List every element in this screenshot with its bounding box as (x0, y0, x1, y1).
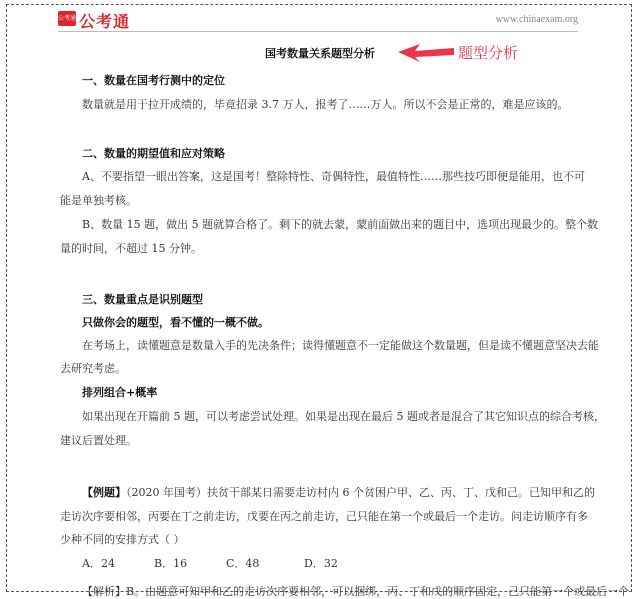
section-2-heading: 二、数量的期望值和应对策略 (82, 147, 225, 160)
option-c: C．48 (226, 557, 260, 570)
section-2-item-b-line1: B、数量 15 题，做出 5 题就算合格了。剩下的就去蒙，蒙前面做出来的题目中，选项出现最少的。整个数 (82, 218, 599, 231)
example-tag: 【例题】 (82, 486, 126, 499)
section-3-paragraph-1-line1: 在考场上，读懂题意是数量入手的先决条件；读得懂题意不一定能做这个数量题，但是读不懂题意坚决去能 (82, 339, 599, 352)
example-line3: 少种不同的安排方式（ ） (60, 533, 185, 546)
option-d: D．32 (304, 557, 338, 570)
section-3-bold-note: 只做你会的题型，看不懂的一概不做。 (82, 316, 269, 329)
arrow-left-icon (398, 42, 456, 64)
section-3-heading: 三、数量重点是识别题型 (82, 293, 203, 306)
logo-badge: 公考通 (58, 11, 76, 26)
section-3-paragraph-2-line2: 建议后置处理。 (60, 434, 137, 447)
document-title: 国考数量关系题型分析 (265, 47, 375, 60)
example-line1 (82, 484, 595, 500)
section-1-paragraph: 数量就是用于拉开成绩的，毕竟招录 3.7 万人，报考了……万人。所以不会是正常的，难是应该的。 (82, 98, 569, 111)
section-3-subheading: 排列组合+概率 (82, 386, 158, 399)
example-line2: 走访次序要相邻，丙要在丁之前走访，戊要在丙之前走访，己只能在第一个或最后一个走访。问走访顺序有多 (60, 510, 588, 523)
section-2-item-a-line2: 能是单独考核。 (60, 194, 137, 207)
page-header (58, 9, 578, 31)
logo-text: 公考通 (79, 12, 131, 31)
header-divider (58, 31, 578, 32)
section-1-heading: 一、数量在国考行测中的定位 (82, 74, 225, 87)
option-a: A．24 (82, 557, 115, 570)
site-url: www.chinaexam.org (495, 14, 578, 25)
option-b: B．16 (154, 557, 188, 570)
section-2-item-b-line2: 量的时间，不超过 15 分钟。 (60, 242, 202, 255)
annotation-label: 题型分析 (458, 44, 519, 62)
solution-line-cut: 【解析】B。由题意可知甲和乙的走访次序要相邻，可以捆绑，丙、丁和戊的顺序固定，己只能第一个或最后一个 (82, 585, 630, 598)
section-3-paragraph-2-line1: 如果出现在开篇前 5 题，可以考虑尝试处理。如果是出现在最后 5 题或者是混合了其它知识点的综合考核， (82, 410, 605, 423)
section-3-paragraph-1-line2: 去研究考虑。 (60, 362, 126, 375)
section-2-item-a-line1: A、不要指望一眼出答案，这是国考！整除特性、奇偶特性，最值特性……那些技巧即便是能用，也不可 (82, 170, 585, 183)
example-text: （2020 年国考）扶贫干部某日需要走访村内 6 个贫困户甲、乙、丙、丁、戊和己。已知甲和乙的 (126, 486, 595, 499)
